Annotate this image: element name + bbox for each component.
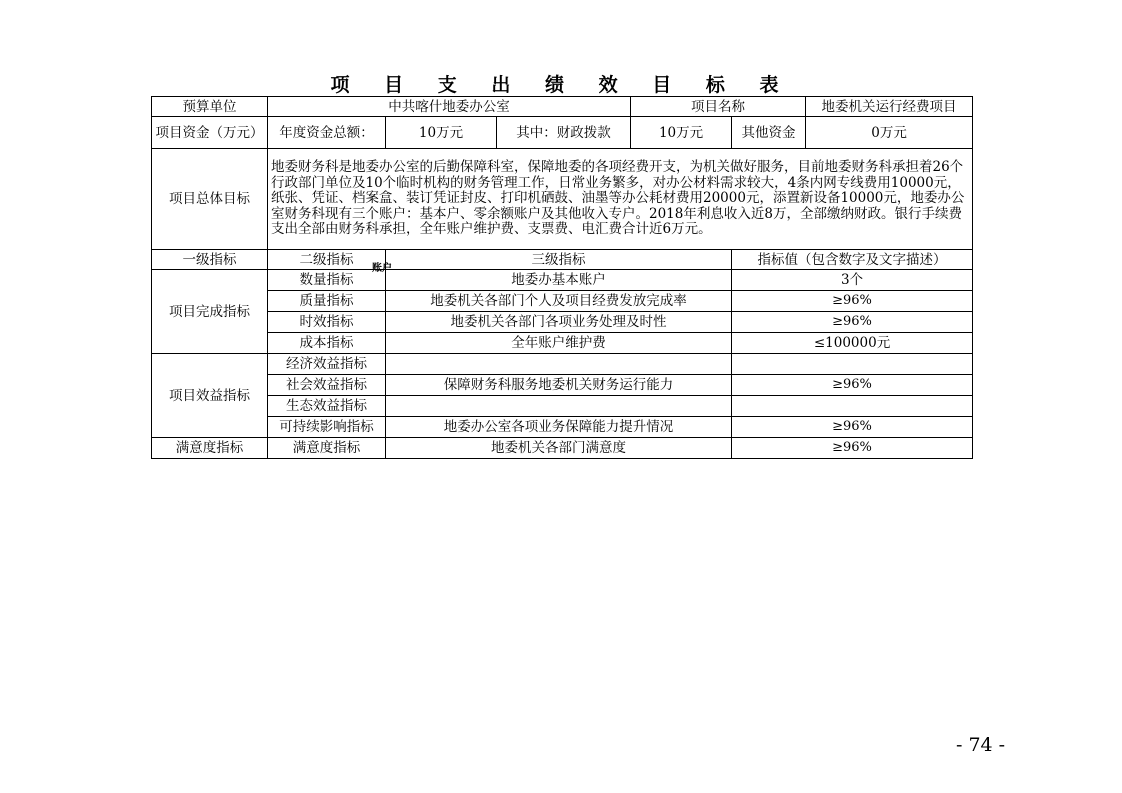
value-cell: 3个 bbox=[732, 270, 973, 291]
level3-cell: 地委办基本账户 bbox=[386, 270, 732, 291]
level3-cell: 地委机关各部门各项业务处理及时性 bbox=[386, 312, 732, 333]
table-row bbox=[152, 417, 973, 438]
table-row bbox=[152, 333, 973, 354]
value-cell: ≤100000元 bbox=[732, 333, 973, 354]
level3-cell: 全年账户维护费 bbox=[386, 333, 732, 354]
annual-total-value: 10万元 bbox=[386, 117, 497, 149]
level3-cell: 地委办公室各项业务保障能力提升情况 bbox=[386, 417, 732, 438]
header-level2: 二级指标 bbox=[268, 250, 386, 270]
table-header-row bbox=[152, 250, 973, 270]
goal-label: 项目总体目标 bbox=[152, 149, 268, 250]
fiscal-value: 10万元 bbox=[631, 117, 732, 149]
group-label-satisfaction: 满意度指标 bbox=[152, 438, 268, 459]
page-title: 项 目 支 出 绩 效 目 标 表 bbox=[330, 74, 793, 96]
level2-cell: 满意度指标 bbox=[268, 438, 386, 459]
group-label-completion: 项目完成指标 bbox=[152, 270, 268, 354]
level3-cell: 保障财务科服务地委机关财务运行能力 bbox=[386, 375, 732, 396]
page-number: - 74 - bbox=[956, 734, 1006, 756]
performance-target-table bbox=[151, 96, 973, 459]
level2-cell: 可持续影响指标 bbox=[268, 417, 386, 438]
value-cell: ≥96% bbox=[732, 375, 973, 396]
table-row bbox=[152, 438, 973, 459]
table-row bbox=[152, 312, 973, 333]
value-cell: ≥96% bbox=[732, 438, 973, 459]
level2-cell: 质量指标 bbox=[268, 291, 386, 312]
project-name-value: 地委机关运行经费项目 bbox=[806, 97, 973, 117]
level2-cell: 成本指标 bbox=[268, 333, 386, 354]
table-row bbox=[152, 270, 973, 291]
funds-label: 项目资金（万元） bbox=[152, 117, 268, 149]
table-row bbox=[152, 291, 973, 312]
table-row bbox=[152, 97, 973, 117]
level3-cell: 地委机关各部门满意度 bbox=[386, 438, 732, 459]
level3-cell: 地委机关各部门个人及项目经费发放完成率 bbox=[386, 291, 732, 312]
level3-cell bbox=[386, 354, 732, 375]
level2-cell: 经济效益指标 bbox=[268, 354, 386, 375]
table-row bbox=[152, 396, 973, 417]
value-cell: ≥96% bbox=[732, 417, 973, 438]
value-cell: ≥96% bbox=[732, 291, 973, 312]
value-cell bbox=[732, 354, 973, 375]
other-funds-value: 0万元 bbox=[806, 117, 973, 149]
fiscal-label: 其中：财政拨款 bbox=[497, 117, 631, 149]
level2-cell: 数量指标 bbox=[268, 270, 386, 291]
table-row bbox=[152, 354, 973, 375]
annual-total-label: 年度资金总额： bbox=[268, 117, 386, 149]
level2-cell: 生态效益指标 bbox=[268, 396, 386, 417]
group-label-benefit: 项目效益指标 bbox=[152, 354, 268, 438]
project-name-label: 项目名称 bbox=[631, 97, 806, 117]
table-row bbox=[152, 149, 973, 250]
level3-cell bbox=[386, 396, 732, 417]
goal-text: 地委财务科是地委办公室的后勤保障科室，保障地委的各项经费开支，为机关做好服务，目前地委财务科承担着26个行政部门单位及10个临时机构的财务管理工作，日常业务繁多，对办公材料需求较大，4条内网专线费用10000元，纸张、凭证、档案盒、装订凭证封皮、打印机硒鼓、油墨等办公耗材费用20000元，添置新设备10000元，地委办公室财务科现有三个账户：基本户、零余额账户及其他收入专户。2018年利息收入近8万，全部缴纳财政。银行手续费支出全部由财务科承担，全年账户维护费、支票费、电汇费合计近6万元。 bbox=[268, 149, 973, 250]
account-marker: 账户 bbox=[372, 263, 392, 274]
header-level1: 一级指标 bbox=[152, 250, 268, 270]
level2-cell: 时效指标 bbox=[268, 312, 386, 333]
header-value: 指标值（包含数字及文字描述） bbox=[732, 250, 973, 270]
level2-cell: 社会效益指标 bbox=[268, 375, 386, 396]
budget-unit-label: 预算单位 bbox=[152, 97, 268, 117]
table-row bbox=[152, 375, 973, 396]
budget-unit-value: 中共喀什地委办公室 bbox=[268, 97, 631, 117]
table-row bbox=[152, 117, 973, 149]
header-level3: 三级指标 bbox=[386, 250, 732, 270]
value-cell bbox=[732, 396, 973, 417]
other-funds-label: 其他资金 bbox=[732, 117, 806, 149]
value-cell: ≥96% bbox=[732, 312, 973, 333]
